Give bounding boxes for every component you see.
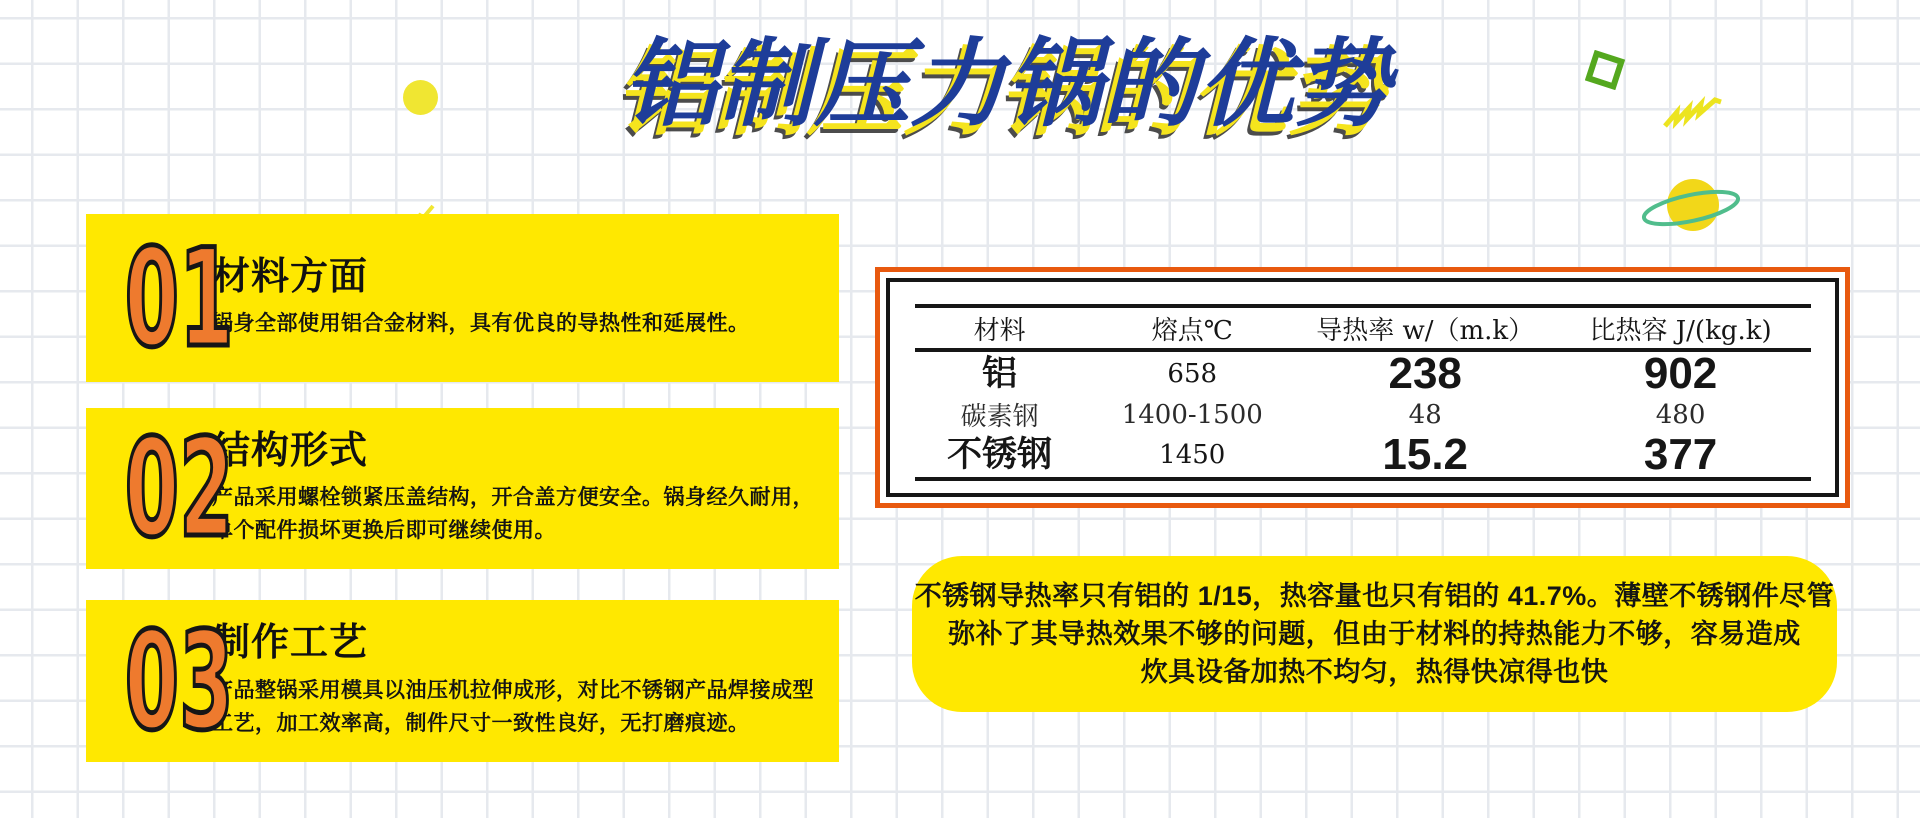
note-line: 炊具设备加热不均匀，热得快凉得也快	[1140, 657, 1609, 687]
feature-number: 01	[124, 219, 234, 377]
cell-melting-point: 1400-1500	[1121, 399, 1263, 430]
feature-heading: 材料方面	[212, 255, 369, 298]
cell-material: 不锈钢	[915, 433, 1085, 479]
feature-text-block	[212, 256, 828, 341]
comparison-table-frame	[886, 278, 1839, 497]
feature-box-structure	[86, 408, 839, 569]
column-header-conductivity: 导热率 w/（m.k）	[1300, 306, 1551, 350]
planet-icon	[1636, 170, 1746, 242]
page-title: 铝制压力锅的优势	[622, 28, 1390, 140]
feature-number: 03	[124, 602, 234, 760]
column-header-heat-capacity: 比热容 J/(kg.k)	[1551, 306, 1811, 350]
square-outline-icon	[1585, 50, 1625, 90]
column-header-melting-point: 熔点℃	[1085, 306, 1300, 350]
comparison-table-card	[875, 267, 1850, 508]
feature-body: 产品整锅采用模具以油压机拉伸成形，对比不锈钢产品焊接成型工艺，加工效率高，制件尺寸一致性良好，无打磨痕迹。	[212, 678, 814, 735]
zigzag-doodle-icon	[1663, 88, 1725, 130]
feature-text-block	[212, 430, 828, 548]
feature-body: 锅身全部使用铝合金材料，具有优良的导热性和延展性。	[212, 312, 750, 336]
feature-heading: 结构形式	[212, 429, 369, 472]
summary-note-box	[912, 556, 1837, 712]
cell-heat-capacity: 377	[1551, 433, 1811, 479]
feature-box-craft	[86, 600, 839, 762]
note-line: 不锈钢导热率只有铝的 1/15，热容量也只有铝的 41.7%。薄壁不锈钢件尽管	[914, 581, 1835, 611]
feature-text-block	[212, 622, 828, 740]
cell-conductivity: 48	[1408, 399, 1442, 430]
material-comparison-table	[915, 304, 1811, 481]
table-row-stainless-steel	[915, 433, 1811, 479]
yellow-dot-icon	[403, 80, 438, 115]
note-line: 弥补了其导热效果不够的问题，但由于材料的持热能力不够，容易造成	[948, 619, 1801, 649]
cell-heat-capacity: 902	[1643, 349, 1718, 398]
table-row-aluminum	[915, 350, 1811, 396]
cell-melting-point: 658	[1167, 359, 1218, 389]
table-row-carbon-steel	[915, 396, 1811, 433]
table-header-row	[915, 306, 1811, 350]
cell-conductivity: 238	[1388, 349, 1462, 398]
column-header-material: 材料	[915, 306, 1085, 350]
cell-material: 碳素钢	[960, 402, 1039, 432]
feature-heading: 制作工艺	[212, 622, 369, 665]
cell-melting-point: 1450	[1085, 433, 1300, 479]
feature-number: 02	[124, 410, 234, 567]
cell-conductivity: 15.2	[1300, 433, 1551, 479]
feature-body: 产品采用螺栓锁紧压盖结构，开合盖方便安全。锅身经久耐用，单个配件损坏更换后即可继续使用。	[212, 486, 814, 543]
cell-heat-capacity: 480	[1655, 399, 1706, 430]
feature-box-materials	[86, 214, 839, 382]
cell-material: 铝	[982, 353, 1018, 393]
